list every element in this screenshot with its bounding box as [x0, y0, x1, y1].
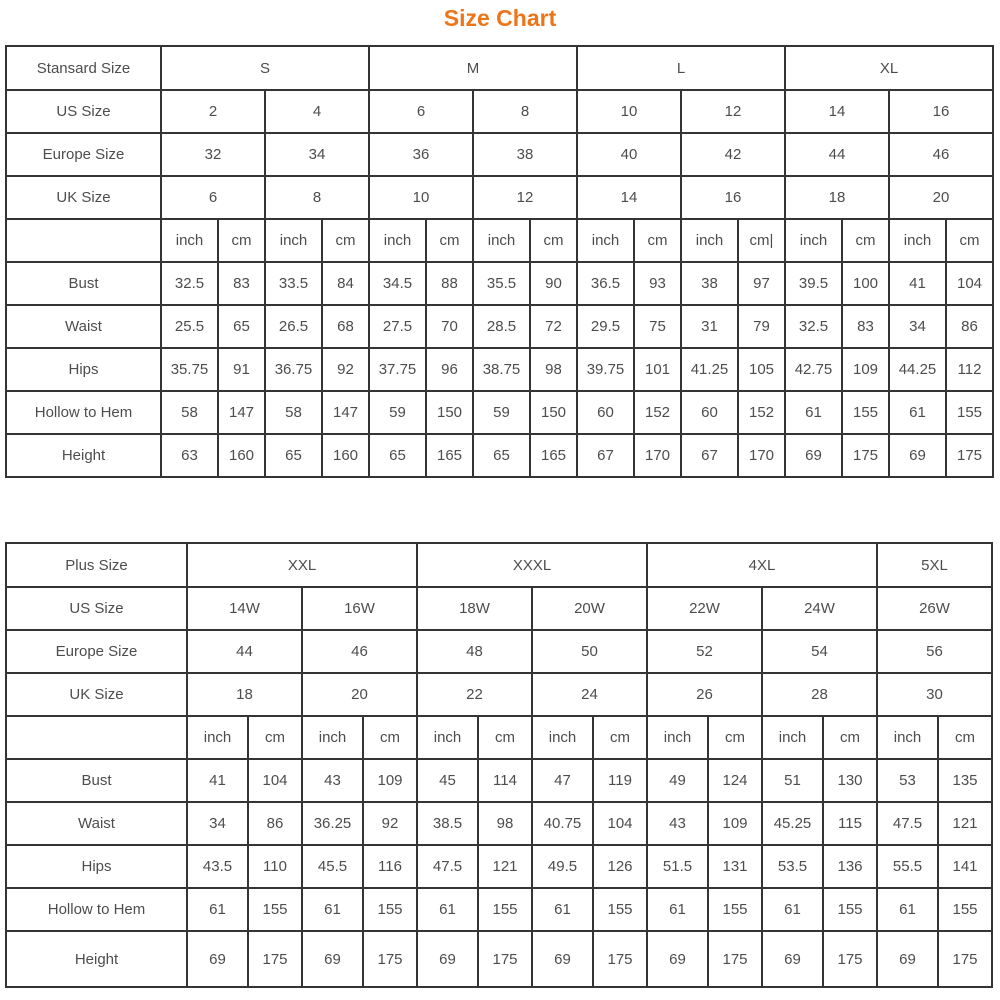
measure-value-cell: 126 [593, 845, 647, 888]
unit-cell: inch [187, 716, 248, 759]
size-value-cell: 56 [877, 630, 992, 673]
measure-value-cell: 155 [478, 888, 532, 931]
measure-value-cell: 147 [218, 391, 265, 434]
measure-value-cell: 59 [473, 391, 530, 434]
measure-value-cell: 60 [577, 391, 634, 434]
measure-value-cell: 39.75 [577, 348, 634, 391]
measure-value-cell: 175 [593, 931, 647, 987]
unit-cell: inch [532, 716, 593, 759]
measure-value-cell: 92 [363, 802, 417, 845]
measure-value-cell: 38 [681, 262, 738, 305]
unit-cell: cm [823, 716, 877, 759]
measure-value-cell: 175 [248, 931, 302, 987]
size-value-cell: 14 [577, 176, 681, 219]
measure-value-cell: 45.5 [302, 845, 363, 888]
size-value-cell: 54 [762, 630, 877, 673]
unit-cell: inch [265, 219, 322, 262]
size-value-cell: 24 [532, 673, 647, 716]
measure-value-cell: 152 [738, 391, 785, 434]
size-group-cell: 4XL [647, 543, 877, 587]
size-value-cell: 8 [265, 176, 369, 219]
size-value-cell: 24W [762, 587, 877, 630]
measure-value-cell: 170 [738, 434, 785, 477]
unit-cell: inch [762, 716, 823, 759]
measure-value-cell: 70 [426, 305, 473, 348]
measure-value-cell: 155 [593, 888, 647, 931]
measure-value-cell: 91 [218, 348, 265, 391]
size-value-cell: 26 [647, 673, 762, 716]
unit-cell: cm [708, 716, 762, 759]
row-label: Hollow to Hem [6, 888, 187, 931]
measure-value-cell: 65 [218, 305, 265, 348]
measure-value-cell: 100 [842, 262, 889, 305]
measure-value-cell: 41 [889, 262, 946, 305]
measure-value-cell: 160 [322, 434, 369, 477]
row-label: US Size [6, 90, 161, 133]
measure-value-cell: 61 [302, 888, 363, 931]
measure-value-cell: 112 [946, 348, 993, 391]
unit-cell: cm [248, 716, 302, 759]
measure-value-cell: 155 [823, 888, 877, 931]
size-value-cell: 46 [302, 630, 417, 673]
size-value-cell: 16 [889, 90, 993, 133]
row-label: UK Size [6, 673, 187, 716]
measure-value-cell: 69 [532, 931, 593, 987]
measure-value-cell: 61 [877, 888, 938, 931]
measure-value-cell: 35.75 [161, 348, 218, 391]
size-value-cell: 40 [577, 133, 681, 176]
measure-value-cell: 58 [265, 391, 322, 434]
size-value-cell: 10 [577, 90, 681, 133]
measure-value-cell: 38.5 [417, 802, 478, 845]
size-value-cell: 44 [785, 133, 889, 176]
measure-value-cell: 175 [478, 931, 532, 987]
measure-value-cell: 35.5 [473, 262, 530, 305]
measure-value-cell: 175 [946, 434, 993, 477]
measure-value-cell: 101 [634, 348, 681, 391]
measure-value-cell: 44.25 [889, 348, 946, 391]
measure-value-cell: 61 [187, 888, 248, 931]
measure-value-cell: 34.5 [369, 262, 426, 305]
measure-value-cell: 90 [530, 262, 577, 305]
measure-value-cell: 98 [478, 802, 532, 845]
measure-value-cell: 160 [218, 434, 265, 477]
size-value-cell: 16 [681, 176, 785, 219]
measure-value-cell: 36.5 [577, 262, 634, 305]
unit-cell: inch [889, 219, 946, 262]
measure-value-cell: 175 [363, 931, 417, 987]
measure-value-cell: 61 [762, 888, 823, 931]
unit-cell: cm [634, 219, 681, 262]
measure-value-cell: 150 [530, 391, 577, 434]
measure-value-cell: 26.5 [265, 305, 322, 348]
row-label: US Size [6, 587, 187, 630]
measure-value-cell: 83 [218, 262, 265, 305]
measure-value-cell: 61 [785, 391, 842, 434]
measure-value-cell: 152 [634, 391, 681, 434]
size-value-cell: 22 [417, 673, 532, 716]
measure-value-cell: 92 [322, 348, 369, 391]
measure-value-cell: 69 [417, 931, 478, 987]
size-value-cell: 30 [877, 673, 992, 716]
size-group-cell: L [577, 46, 785, 90]
measure-value-cell: 110 [248, 845, 302, 888]
measure-value-cell: 75 [634, 305, 681, 348]
corner-cell: Stansard Size [6, 46, 161, 90]
unit-cell: cm [593, 716, 647, 759]
measure-value-cell: 119 [593, 759, 647, 802]
size-group-cell: XXXL [417, 543, 647, 587]
size-value-cell: 18 [187, 673, 302, 716]
measure-value-cell: 58 [161, 391, 218, 434]
measure-value-cell: 155 [708, 888, 762, 931]
unit-cell: inch [369, 219, 426, 262]
measure-value-cell: 96 [426, 348, 473, 391]
measure-value-cell: 175 [938, 931, 992, 987]
size-value-cell: 14 [785, 90, 889, 133]
size-value-cell: 12 [681, 90, 785, 133]
size-value-cell: 22W [647, 587, 762, 630]
measure-value-cell: 33.5 [265, 262, 322, 305]
measure-value-cell: 41 [187, 759, 248, 802]
size-value-cell: 20 [302, 673, 417, 716]
size-group-cell: S [161, 46, 369, 90]
unit-cell: cm| [738, 219, 785, 262]
measure-value-cell: 109 [708, 802, 762, 845]
measure-value-cell: 69 [877, 931, 938, 987]
measure-value-cell: 121 [478, 845, 532, 888]
unit-cell: inch [302, 716, 363, 759]
measure-value-cell: 53.5 [762, 845, 823, 888]
row-label: UK Size [6, 176, 161, 219]
measure-value-cell: 27.5 [369, 305, 426, 348]
size-value-cell: 38 [473, 133, 577, 176]
measure-value-cell: 67 [681, 434, 738, 477]
measure-value-cell: 55.5 [877, 845, 938, 888]
measure-value-cell: 165 [530, 434, 577, 477]
size-value-cell: 16W [302, 587, 417, 630]
size-value-cell: 18 [785, 176, 889, 219]
size-group-cell: M [369, 46, 577, 90]
measure-value-cell: 28.5 [473, 305, 530, 348]
standard-size-table-grid [5, 45, 994, 478]
measure-value-cell: 25.5 [161, 305, 218, 348]
unit-cell: cm [426, 219, 473, 262]
unit-cell: inch [577, 219, 634, 262]
measure-value-cell: 45.25 [762, 802, 823, 845]
measure-value-cell: 69 [889, 434, 946, 477]
unit-cell: cm [218, 219, 265, 262]
measure-value-cell: 65 [369, 434, 426, 477]
measure-value-cell: 124 [708, 759, 762, 802]
size-value-cell: 20 [889, 176, 993, 219]
measure-value-cell: 65 [473, 434, 530, 477]
measure-value-cell: 104 [248, 759, 302, 802]
unit-cell: inch [161, 219, 218, 262]
measure-value-cell: 105 [738, 348, 785, 391]
measure-value-cell: 34 [889, 305, 946, 348]
measure-value-cell: 43 [302, 759, 363, 802]
row-label: Bust [6, 262, 161, 305]
measure-value-cell: 175 [708, 931, 762, 987]
measure-value-cell: 40.75 [532, 802, 593, 845]
measure-value-cell: 69 [785, 434, 842, 477]
row-label: Hips [6, 348, 161, 391]
unit-cell: inch [417, 716, 478, 759]
corner-empty-cell [6, 219, 161, 262]
size-value-cell: 44 [187, 630, 302, 673]
measure-value-cell: 131 [708, 845, 762, 888]
size-value-cell: 46 [889, 133, 993, 176]
plus-size-table-grid [5, 542, 993, 988]
size-value-cell: 12 [473, 176, 577, 219]
size-value-cell: 50 [532, 630, 647, 673]
size-group-cell: 5XL [877, 543, 992, 587]
measure-value-cell: 155 [363, 888, 417, 931]
size-value-cell: 42 [681, 133, 785, 176]
measure-value-cell: 43.5 [187, 845, 248, 888]
size-value-cell: 32 [161, 133, 265, 176]
row-label: Europe Size [6, 133, 161, 176]
standard-size-table [0, 45, 1000, 478]
measure-value-cell: 135 [938, 759, 992, 802]
size-group-cell: XL [785, 46, 993, 90]
size-value-cell: 8 [473, 90, 577, 133]
size-value-cell: 20W [532, 587, 647, 630]
measure-value-cell: 61 [532, 888, 593, 931]
measure-value-cell: 79 [738, 305, 785, 348]
unit-cell: inch [473, 219, 530, 262]
measure-value-cell: 61 [417, 888, 478, 931]
size-value-cell: 6 [369, 90, 473, 133]
unit-cell: cm [842, 219, 889, 262]
measure-value-cell: 61 [889, 391, 946, 434]
measure-value-cell: 32.5 [785, 305, 842, 348]
size-group-cell: XXL [187, 543, 417, 587]
measure-value-cell: 175 [823, 931, 877, 987]
row-label: Europe Size [6, 630, 187, 673]
measure-value-cell: 121 [938, 802, 992, 845]
measure-value-cell: 49.5 [532, 845, 593, 888]
corner-cell: Plus Size [6, 543, 187, 587]
measure-value-cell: 155 [946, 391, 993, 434]
size-value-cell: 10 [369, 176, 473, 219]
measure-value-cell: 86 [946, 305, 993, 348]
unit-cell: cm [478, 716, 532, 759]
size-value-cell: 52 [647, 630, 762, 673]
measure-value-cell: 97 [738, 262, 785, 305]
measure-value-cell: 155 [248, 888, 302, 931]
measure-value-cell: 170 [634, 434, 681, 477]
unit-cell: inch [681, 219, 738, 262]
row-label: Hollow to Hem [6, 391, 161, 434]
row-label: Height [6, 931, 187, 987]
row-label: Waist [6, 802, 187, 845]
measure-value-cell: 98 [530, 348, 577, 391]
measure-value-cell: 155 [938, 888, 992, 931]
measure-value-cell: 150 [426, 391, 473, 434]
measure-value-cell: 51.5 [647, 845, 708, 888]
row-label: Hips [6, 845, 187, 888]
measure-value-cell: 47.5 [417, 845, 478, 888]
measure-value-cell: 42.75 [785, 348, 842, 391]
measure-value-cell: 84 [322, 262, 369, 305]
unit-cell: cm [530, 219, 577, 262]
measure-value-cell: 31 [681, 305, 738, 348]
corner-empty-cell [6, 716, 187, 759]
unit-cell: cm [322, 219, 369, 262]
measure-value-cell: 60 [681, 391, 738, 434]
row-label: Waist [6, 305, 161, 348]
measure-value-cell: 175 [842, 434, 889, 477]
measure-value-cell: 116 [363, 845, 417, 888]
size-value-cell: 28 [762, 673, 877, 716]
measure-value-cell: 141 [938, 845, 992, 888]
size-value-cell: 2 [161, 90, 265, 133]
measure-value-cell: 41.25 [681, 348, 738, 391]
measure-value-cell: 51 [762, 759, 823, 802]
plus-size-table [0, 542, 1000, 988]
unit-cell: cm [363, 716, 417, 759]
measure-value-cell: 86 [248, 802, 302, 845]
size-value-cell: 36 [369, 133, 473, 176]
unit-cell: inch [785, 219, 842, 262]
measure-value-cell: 115 [823, 802, 877, 845]
measure-value-cell: 69 [302, 931, 363, 987]
size-value-cell: 4 [265, 90, 369, 133]
measure-value-cell: 47 [532, 759, 593, 802]
measure-value-cell: 36.75 [265, 348, 322, 391]
measure-value-cell: 147 [322, 391, 369, 434]
measure-value-cell: 65 [265, 434, 322, 477]
measure-value-cell: 69 [187, 931, 248, 987]
unit-cell: cm [938, 716, 992, 759]
measure-value-cell: 32.5 [161, 262, 218, 305]
size-value-cell: 6 [161, 176, 265, 219]
measure-value-cell: 93 [634, 262, 681, 305]
size-value-cell: 18W [417, 587, 532, 630]
measure-value-cell: 136 [823, 845, 877, 888]
measure-value-cell: 36.25 [302, 802, 363, 845]
measure-value-cell: 109 [363, 759, 417, 802]
measure-value-cell: 104 [946, 262, 993, 305]
measure-value-cell: 49 [647, 759, 708, 802]
measure-value-cell: 67 [577, 434, 634, 477]
measure-value-cell: 114 [478, 759, 532, 802]
row-label: Height [6, 434, 161, 477]
measure-value-cell: 88 [426, 262, 473, 305]
measure-value-cell: 69 [647, 931, 708, 987]
measure-value-cell: 130 [823, 759, 877, 802]
measure-value-cell: 63 [161, 434, 218, 477]
measure-value-cell: 83 [842, 305, 889, 348]
measure-value-cell: 69 [762, 931, 823, 987]
unit-cell: cm [946, 219, 993, 262]
measure-value-cell: 34 [187, 802, 248, 845]
measure-value-cell: 29.5 [577, 305, 634, 348]
unit-cell: inch [647, 716, 708, 759]
measure-value-cell: 155 [842, 391, 889, 434]
measure-value-cell: 165 [426, 434, 473, 477]
measure-value-cell: 104 [593, 802, 647, 845]
measure-value-cell: 59 [369, 391, 426, 434]
measure-value-cell: 109 [842, 348, 889, 391]
measure-value-cell: 43 [647, 802, 708, 845]
measure-value-cell: 68 [322, 305, 369, 348]
size-value-cell: 14W [187, 587, 302, 630]
size-value-cell: 34 [265, 133, 369, 176]
size-value-cell: 48 [417, 630, 532, 673]
page-title: Size Chart [443, 5, 557, 31]
unit-cell: inch [877, 716, 938, 759]
measure-value-cell: 39.5 [785, 262, 842, 305]
size-value-cell: 26W [877, 587, 992, 630]
measure-value-cell: 38.75 [473, 348, 530, 391]
measure-value-cell: 53 [877, 759, 938, 802]
row-label: Bust [6, 759, 187, 802]
measure-value-cell: 37.75 [369, 348, 426, 391]
measure-value-cell: 72 [530, 305, 577, 348]
measure-value-cell: 47.5 [877, 802, 938, 845]
measure-value-cell: 45 [417, 759, 478, 802]
measure-value-cell: 61 [647, 888, 708, 931]
